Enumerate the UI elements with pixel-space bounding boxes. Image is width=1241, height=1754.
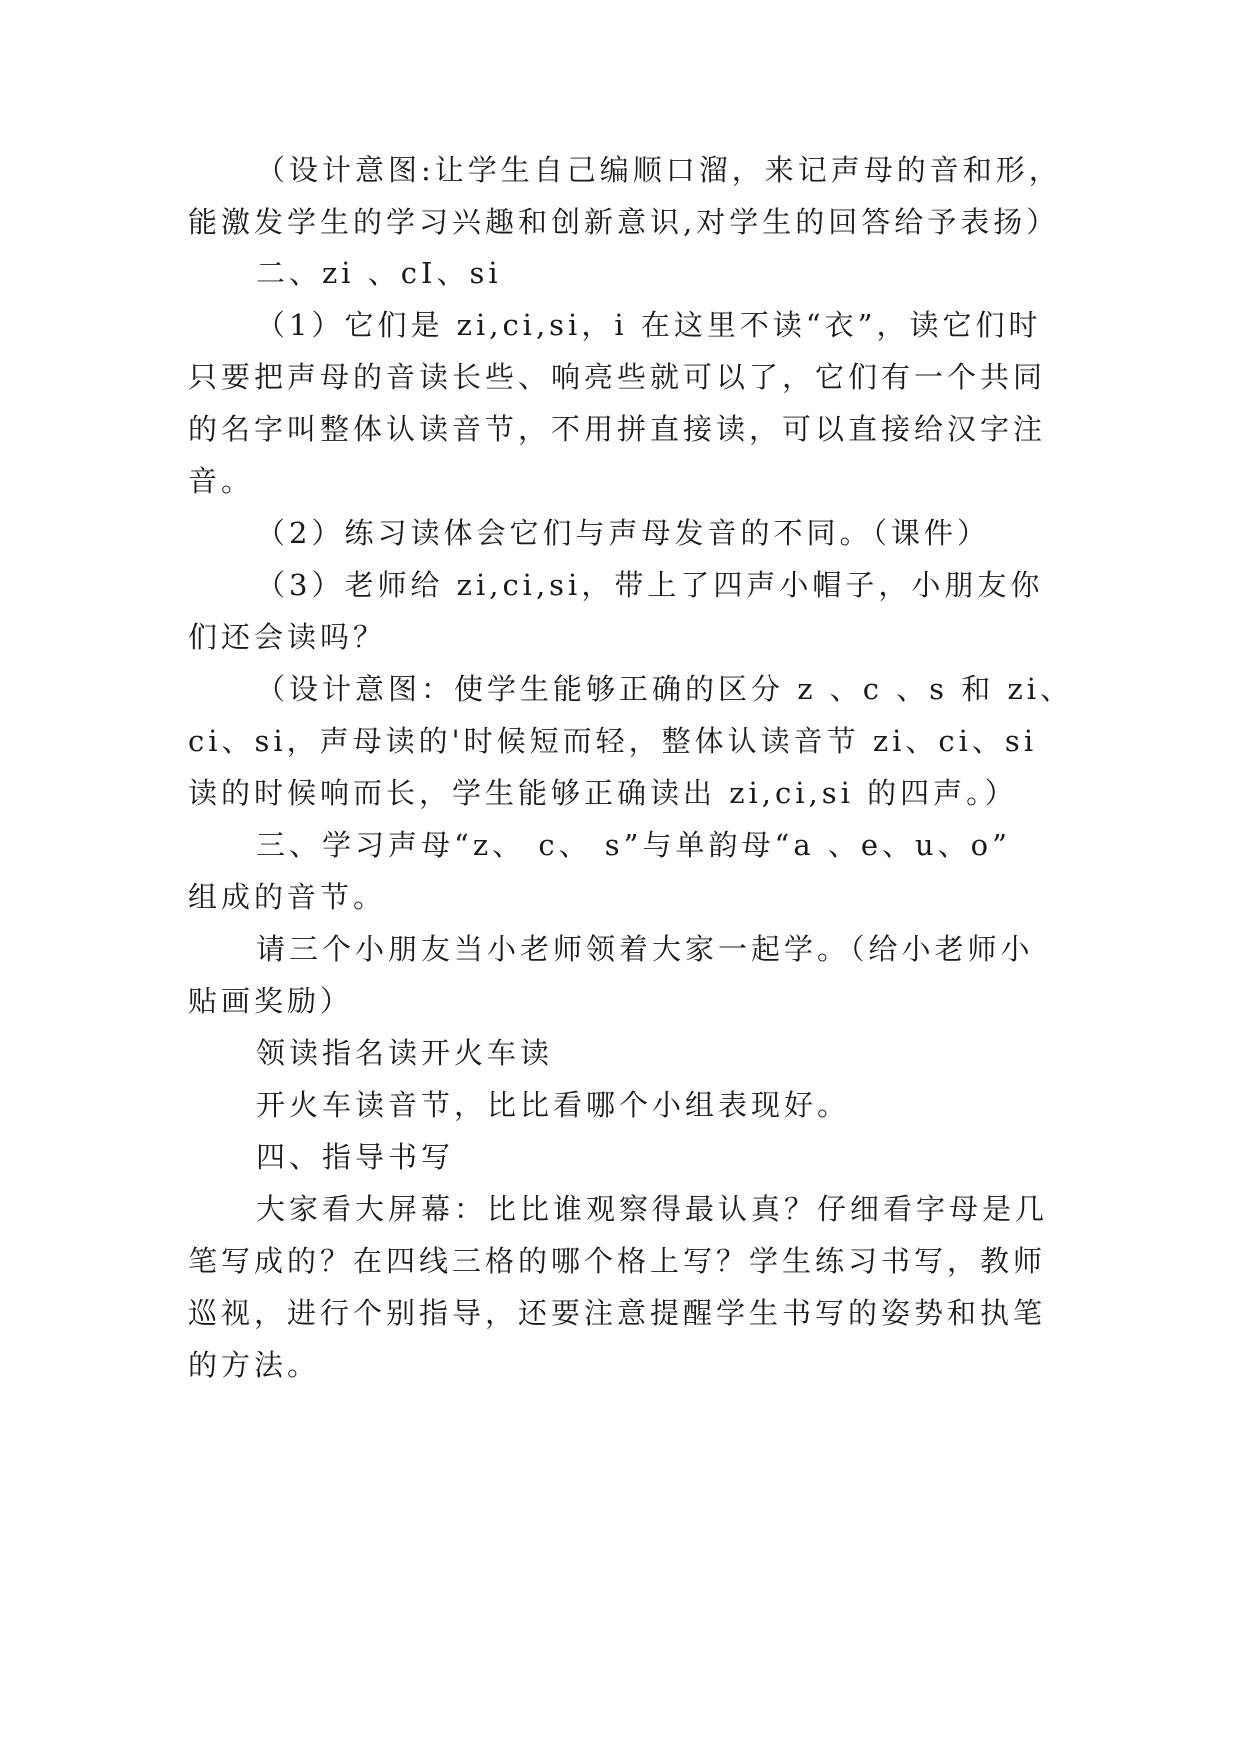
design-intent-paragraph-2-line-3: 读的时候响而长，学生能够正确读出 zi,ci,si 的四声。） [188, 776, 1018, 810]
design-intent-paragraph-2-line-1: （设计意图：使学生能够正确的区分 z 、c 、s 和 zi、 [256, 672, 1074, 706]
train-reading-line: 开火车读音节，比比看哪个小组表现好。 [256, 1088, 851, 1122]
section-heading-3-line-2: 组成的音节。 [188, 880, 387, 914]
writing-guide-line-1: 大家看大屏幕：比比谁观察得最认真？仔细看字母是几 [256, 1192, 1049, 1226]
step-3-line-2: 们还会读吗？ [188, 620, 387, 654]
step-1-line-2: 只要把声母的音读长些、响亮些就可以了，它们有一个共同 [188, 360, 1047, 394]
design-intent-paragraph-1-line-2: 能激发学生的学习兴趣和创新意识,对学生的回答给予表扬） [188, 205, 1060, 239]
reading-methods-line: 领读指名读开火车读 [256, 1036, 554, 1070]
writing-guide-line-2: 笔写成的？在四线三格的哪个格上写？学生练习书写，教师 [188, 1244, 1047, 1278]
step-1-line-3: 的名字叫整体认读音节，不用拼直接读，可以直接给汉字注 [188, 412, 1047, 446]
activity-paragraph-line-1: 请三个小朋友当小老师领着大家一起学。（给小老师小 [256, 932, 1034, 966]
step-2-line-1: （2）练习读体会它们与声母发音的不同。（课件） [256, 516, 990, 550]
design-intent-paragraph-1-line-1: （设计意图:让学生自己编顺口溜，来记声母的音和形， [256, 153, 1062, 187]
step-1-line-4: 音。 [188, 464, 255, 498]
activity-paragraph-line-2: 贴画奖励） [188, 984, 354, 1018]
section-heading-4: 四、指导书写 [256, 1140, 455, 1174]
step-1-line-1: （1）它们是 zi,ci,si，i 在这里不读“衣”，读它们时 [256, 308, 1042, 342]
step-3-line-1: （3）老师给 zi,ci,si，带上了四声小帽子，小朋友你 [256, 568, 1044, 602]
writing-guide-line-4: 的方法。 [188, 1348, 321, 1382]
section-heading-3-line-1: 三、学习声母“z、 c、 s”与单韵母“a 、e、u、o” [256, 828, 1011, 862]
writing-guide-line-3: 巡视，进行个别指导，还要注意提醒学生书写的姿势和执笔 [188, 1296, 1047, 1330]
section-heading-2: 二、zi 、cI、si [256, 256, 502, 290]
design-intent-paragraph-2-line-2: ci、si，声母读的'时候短而轻，整体认读音节 zi、ci、si [188, 724, 1038, 758]
